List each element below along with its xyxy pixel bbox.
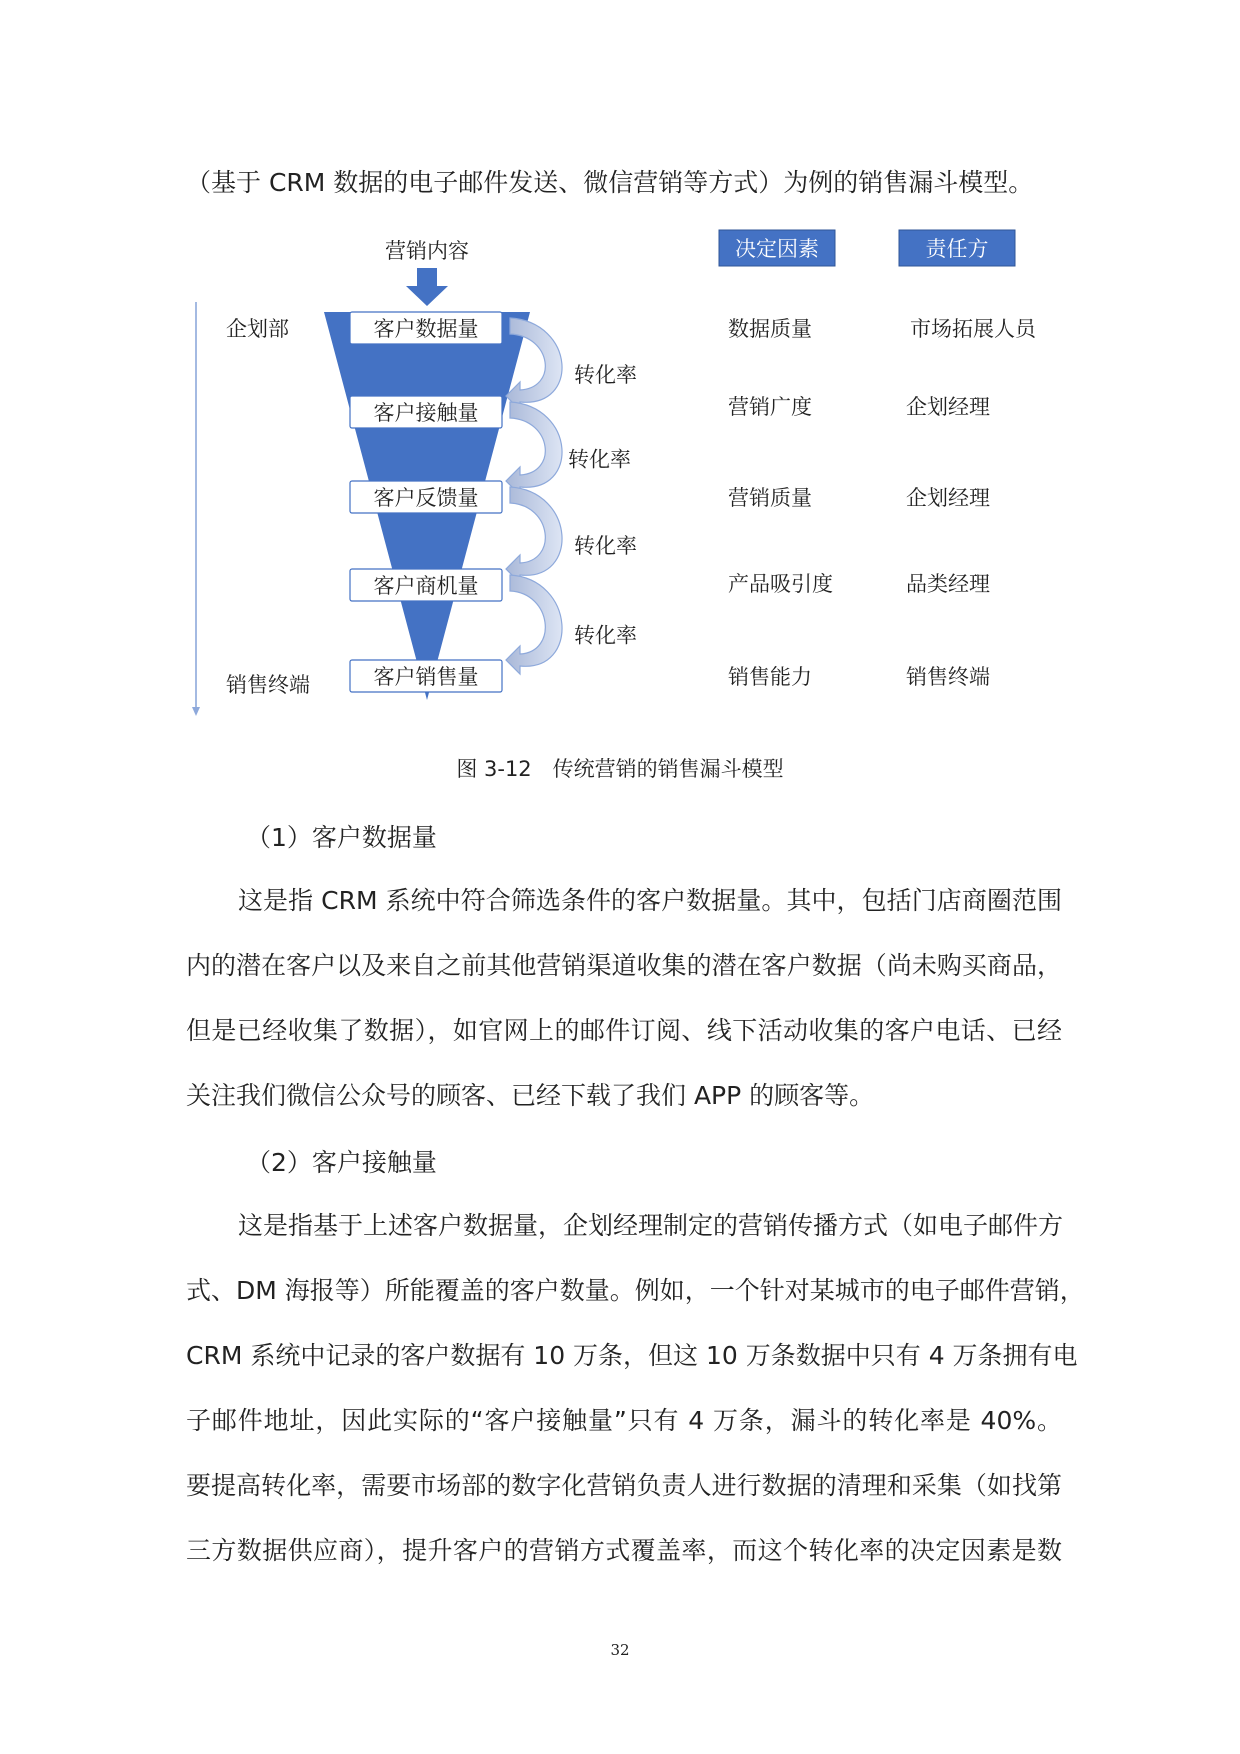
header-owner: 责任方 <box>925 237 989 261</box>
funnel-stage-label: 客户商机量 <box>373 574 479 598</box>
stage-owner: 品类经理 <box>906 572 990 596</box>
conversion-rate-label: 转化率 <box>574 534 637 558</box>
stage-owner: 企划经理 <box>906 395 990 419</box>
paragraph-2-line-1: 这是指基于上述客户数据量，企划经理制定的营销传播方式（如电子邮件方 <box>238 1211 1064 1240</box>
paragraph-2-line-4: 子邮件地址，因此实际的“客户接触量”只有 4 万条，漏斗的转化率是 40%。 <box>186 1406 1062 1435</box>
stage-factor: 销售能力 <box>728 665 812 689</box>
paragraph-1-line-4: 关注我们微信公众号的顾客、已经下载了我们 APP 的顾客等。 <box>186 1081 875 1110</box>
conversion-rate-label: 转化率 <box>574 363 637 387</box>
side-label-bottom: 销售终端 <box>226 673 310 697</box>
process-direction-arrowhead <box>192 707 200 716</box>
paragraph-2-line-5: 要提高转化率，需要市场部的数字化营销负责人进行数据的清理和采集（如找第 <box>186 1471 1062 1500</box>
conversion-arrow-icon <box>506 487 562 583</box>
section-heading-1: （1）客户数据量 <box>246 823 437 852</box>
stage-owner: 市场拓展人员 <box>910 317 1036 341</box>
stage-factor: 数据质量 <box>728 317 812 341</box>
conversion-arrow-icon <box>506 575 562 674</box>
stage-factor: 营销质量 <box>728 486 812 510</box>
page-number: 32 <box>610 1641 630 1659</box>
intro-line: （基于 CRM 数据的电子邮件发送、微信营销等方式）为例的销售漏斗模型。 <box>186 168 1034 197</box>
paragraph-2-line-2: 式、DM 海报等）所能覆盖的客户数量。例如，一个针对某城市的电子邮件营销， <box>186 1276 1085 1305</box>
stage-owner: 销售终端 <box>906 665 990 689</box>
paragraph-2-line-3: CRM 系统中记录的客户数据有 10 万条，但这 10 万条数据中只有 4 万条拥有电 <box>186 1341 1078 1370</box>
conversion-rate-label: 转化率 <box>568 447 631 472</box>
sales-funnel-diagram <box>0 0 1240 740</box>
funnel-stage-label: 客户数据量 <box>373 317 479 341</box>
section-heading-2: （2）客户接触量 <box>246 1148 437 1177</box>
paragraph-1-line-3: 但是已经收集了数据），如官网上的邮件订阅、线下活动收集的客户电话、已经 <box>186 1016 1062 1045</box>
stage-factor: 产品吸引度 <box>728 572 833 596</box>
stage-owner: 企划经理 <box>906 486 990 510</box>
figure-caption: 图 3-12 传统营销的销售漏斗模型 <box>456 757 784 781</box>
conversion-rate-label: 转化率 <box>574 623 637 648</box>
header-factor: 决定因素 <box>735 237 819 261</box>
funnel-stage-label: 客户反馈量 <box>373 486 479 510</box>
input-label: 营销内容 <box>385 239 469 263</box>
paragraph-2-line-6: 三方数据供应商），提升客户的营销方式覆盖率，而这个转化率的决定因素是数 <box>186 1536 1062 1565</box>
funnel-stage-label: 客户接触量 <box>373 401 479 425</box>
side-label-top: 企划部 <box>226 317 289 341</box>
paragraph-1-line-1: 这是指 CRM 系统中符合筛选条件的客户数据量。其中，包括门店商圈范围 <box>238 886 1062 915</box>
conversion-arrow-icon <box>506 402 562 495</box>
input-down-arrow-icon <box>406 268 448 306</box>
funnel-stage-label: 客户销售量 <box>373 665 479 689</box>
paragraph-1-line-2: 内的潜在客户以及来自之前其他营销渠道收集的潜在客户数据（尚未购买商品， <box>186 951 1062 980</box>
stage-factor: 营销广度 <box>728 395 812 419</box>
